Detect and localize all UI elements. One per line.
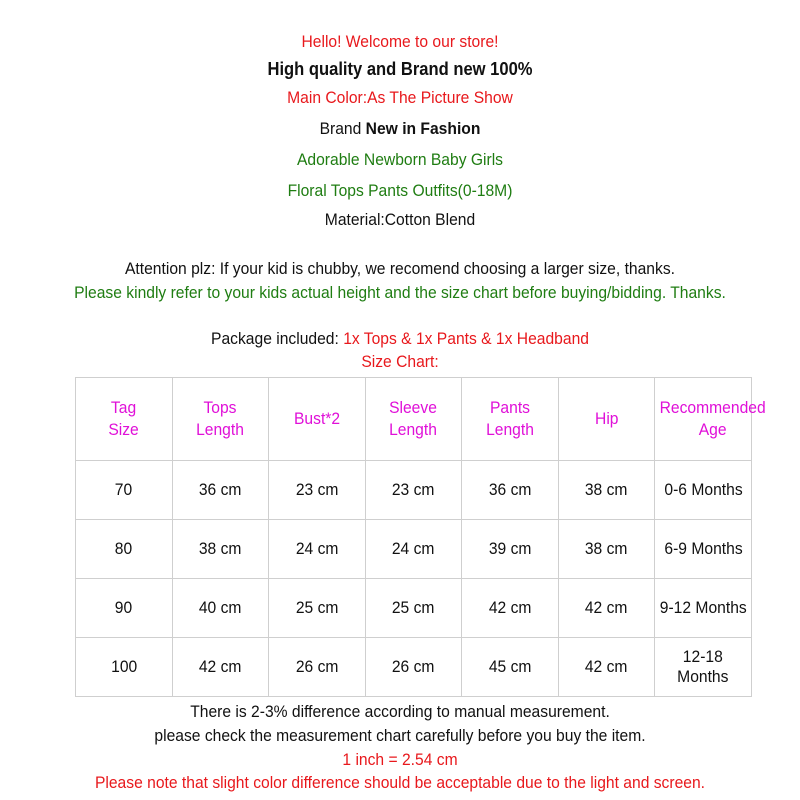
size-chart-title: Size Chart: <box>361 352 439 371</box>
cell-hip: 42 cm <box>558 579 655 638</box>
material-text: Material:Cotton Blend <box>324 210 476 229</box>
cell-recommended-age: 9-12 Months <box>655 579 752 638</box>
cell-tag-size: 80 <box>76 520 173 579</box>
cell-tops-length: 40 cm <box>172 579 269 638</box>
cell-hip: 38 cm <box>558 461 655 520</box>
color-note-text: Please note that slight color difference should be acceptable due to the light and screen. <box>94 773 706 792</box>
product-title-line2: Floral Tops Pants Outfits(0-18M) <box>287 181 513 200</box>
table-row <box>76 579 752 638</box>
cell-tag-size: 100 <box>76 638 173 697</box>
cell-hip: 38 cm <box>558 520 655 579</box>
cell-pants-length: 45 cm <box>462 638 559 697</box>
header-tops-length: Tops Length <box>172 378 269 461</box>
cell-tag-size: 70 <box>76 461 173 520</box>
check-text: please check the measurement chart carefully before you buy the item. <box>154 726 646 745</box>
main-color-text: Main Color:As The Picture Show <box>287 88 513 107</box>
welcome-text: Hello! Welcome to our store! <box>301 32 499 51</box>
cell-tops-length: 42 cm <box>172 638 269 697</box>
header-hip: Hip <box>558 378 655 461</box>
cell-bust: 26 cm <box>269 638 366 697</box>
quality-text: High quality and Brand new 100% <box>267 59 533 79</box>
difference-text: There is 2-3% difference according to manual measurement. <box>190 702 610 721</box>
size-table-header-row <box>76 378 752 461</box>
brand-value: New in Fashion <box>365 119 481 138</box>
package-contents: 1x Tops & 1x Pants & 1x Headband <box>343 329 589 348</box>
cell-tag-size: 90 <box>76 579 173 638</box>
inch-conversion-text: 1 inch = 2.54 cm <box>342 750 458 769</box>
header-pants-length: Pants Length <box>462 378 559 461</box>
header-recommended-age: Recommended Age <box>655 378 752 461</box>
package-label: Package included: <box>211 329 339 348</box>
cell-recommended-age: 12-18 Months <box>655 638 752 697</box>
cell-pants-length: 39 cm <box>462 520 559 579</box>
cell-bust: 25 cm <box>269 579 366 638</box>
cell-bust: 23 cm <box>269 461 366 520</box>
size-chart-table <box>75 377 767 697</box>
cell-tops-length: 36 cm <box>172 461 269 520</box>
package-line <box>32 329 768 349</box>
refer-text: Please kindly refer to your kids actual height and the size chart before buying/bidding. Thanks. <box>74 283 726 302</box>
cell-hip: 42 cm <box>558 638 655 697</box>
cell-pants-length: 36 cm <box>462 461 559 520</box>
table-row <box>76 461 752 520</box>
cell-bust: 24 cm <box>269 520 366 579</box>
table-row <box>76 638 752 697</box>
brand-line <box>32 119 768 139</box>
cell-sleeve-length: 26 cm <box>365 638 462 697</box>
cell-recommended-age: 6-9 Months <box>655 520 752 579</box>
header-tag-size: Tag Size <box>76 378 173 461</box>
cell-pants-length: 42 cm <box>462 579 559 638</box>
brand-label: Brand <box>319 119 362 138</box>
product-title-line1: Adorable Newborn Baby Girls <box>296 150 504 169</box>
cell-sleeve-length: 25 cm <box>365 579 462 638</box>
header-sleeve-length: Sleeve Length <box>365 378 462 461</box>
attention-text: Attention plz: If your kid is chubby, we recomend choosing a larger size, thanks. <box>124 259 675 278</box>
cell-sleeve-length: 23 cm <box>365 461 462 520</box>
cell-sleeve-length: 24 cm <box>365 520 462 579</box>
cell-recommended-age: 0-6 Months <box>655 461 752 520</box>
cell-tops-length: 38 cm <box>172 520 269 579</box>
table-row <box>76 520 752 579</box>
header-bust: Bust*2 <box>269 378 366 461</box>
